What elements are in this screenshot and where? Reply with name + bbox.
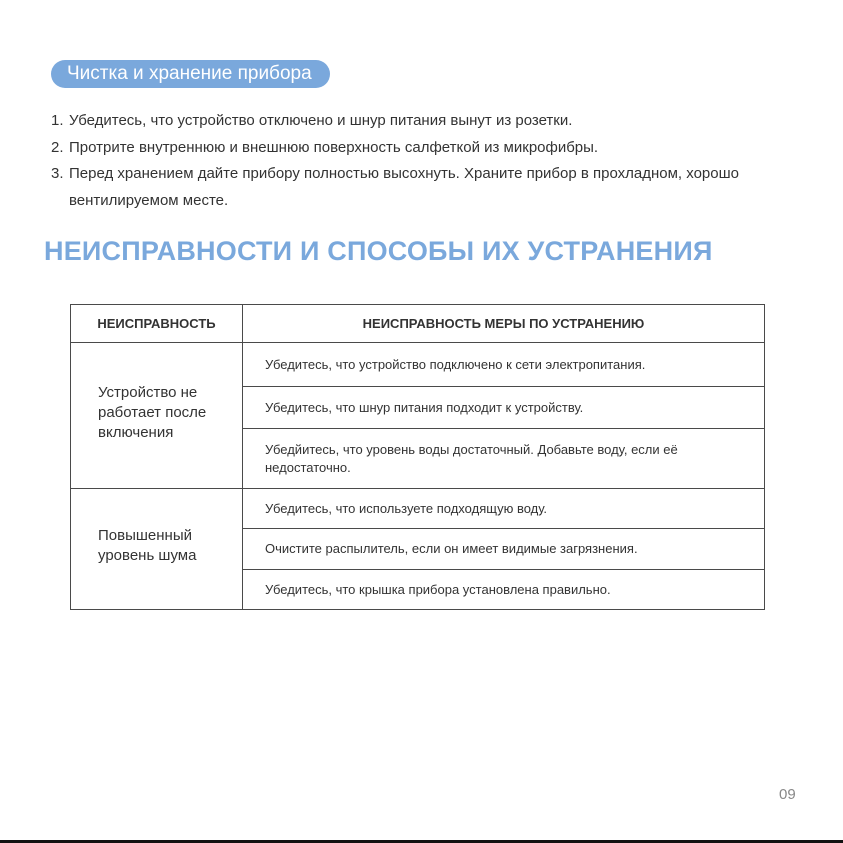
solution-cell: Убедйитесь, что уровень воды достаточный. Добавьте воду, если её недостаточно. (243, 429, 765, 489)
troubleshooting-table (70, 304, 765, 610)
step-number: 1. (51, 112, 64, 129)
list-item (51, 135, 811, 162)
list-item (51, 108, 811, 135)
table-row (71, 343, 765, 387)
solution-cell: Убедитесь, что используете подходящую воду. (243, 489, 765, 529)
step-number: 2. (51, 138, 64, 156)
solution-cell: Убедитесь, что крышка прибора установлена правильно. (243, 570, 765, 610)
column-header-problem: НЕИСПРАВНОСТЬ (71, 305, 243, 343)
problem-cell: Повышенный уровень шума (71, 489, 243, 610)
step-text: Перед хранением дайте прибору полностью высохнуть. Храните прибор в прохладном, хорошо вентилируемом месте. (69, 165, 739, 209)
page-number: 09 (779, 786, 796, 803)
table-header-row (71, 305, 765, 343)
step-text: Убедитесь, что устройство отключено и шнур питания вынут из розетки. (69, 112, 573, 129)
solution-cell: Убедитесь, что шнур питания подходит к устройству. (243, 387, 765, 429)
cleaning-steps-list (51, 108, 811, 214)
column-header-solution: НЕИСПРАВНОСТЬ МЕРЫ ПО УСТРАНЕНИЮ (243, 305, 765, 343)
step-text: Протрите внутреннюю и внешнюю поверхность салфеткой из микрофибры. (69, 138, 599, 156)
step-number: 3. (51, 165, 64, 182)
section-heading-cleaning: Чистка и хранение прибора (51, 60, 330, 88)
solution-cell: Очистите распылитель, если он имеет видимые загрязнения. (243, 529, 765, 570)
list-item (51, 161, 811, 214)
table-row (71, 489, 765, 529)
problem-cell: Устройство не работает после включения (71, 343, 243, 489)
solution-cell: Убедитесь, что устройство подключено к сети электропитания. (243, 343, 765, 387)
troubleshooting-title: НЕИСПРАВНОСТИ И СПОСОБЫ ИХ УСТРАНЕНИЯ (44, 236, 713, 266)
